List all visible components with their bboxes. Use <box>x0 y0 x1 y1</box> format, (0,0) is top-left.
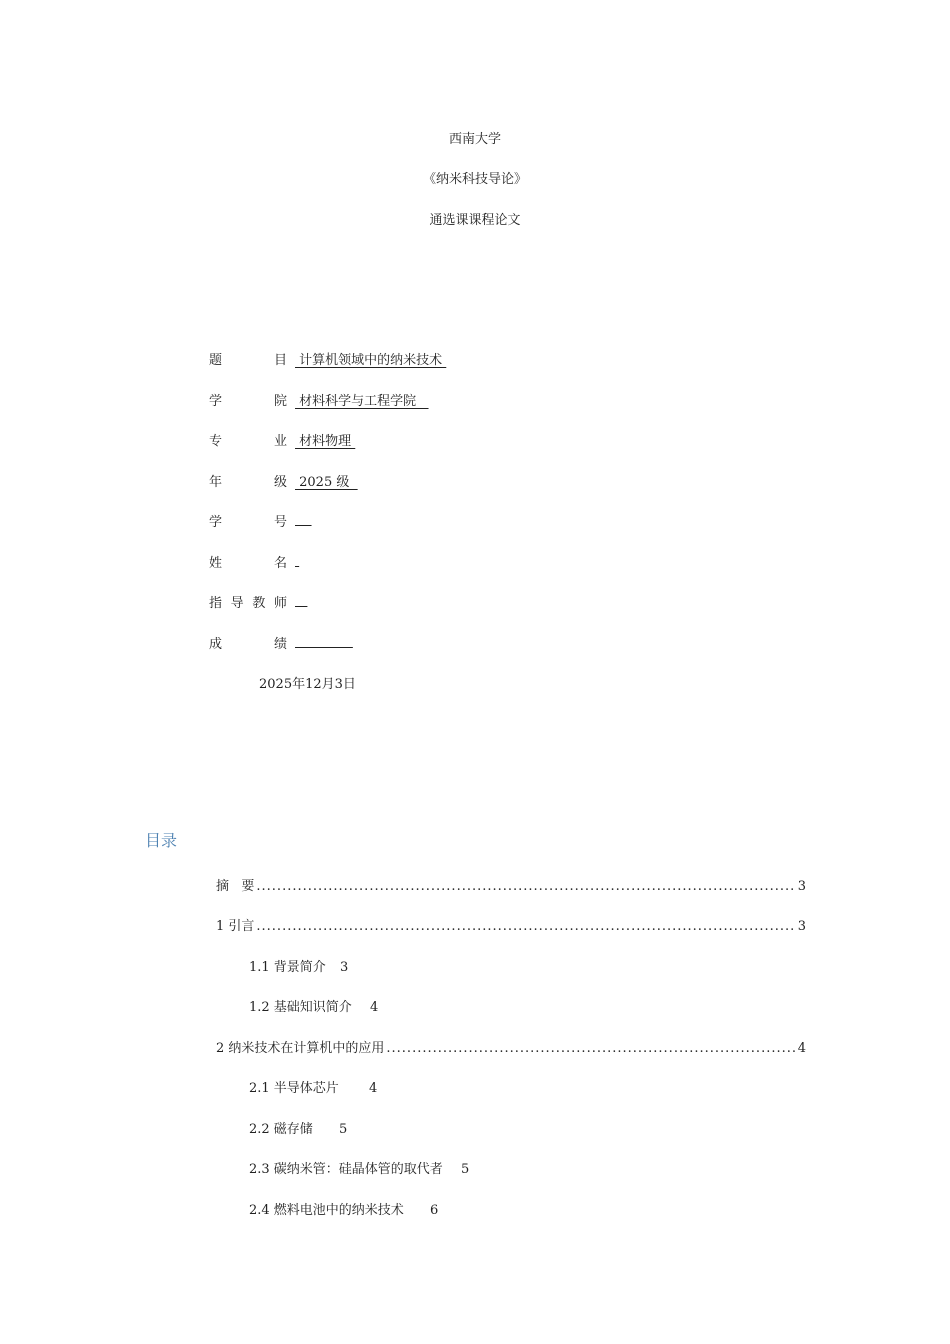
toc-entry-1-2[interactable] <box>249 996 378 1015</box>
toc-leader-dots <box>256 919 795 934</box>
field-label-advisor <box>209 592 287 611</box>
toc-entry-text: 1.1 背景简介 <box>249 960 326 975</box>
label-char: 教 <box>252 596 266 611</box>
label-char: 业 <box>273 434 287 449</box>
field-value-score <box>295 633 353 648</box>
toc-entry-text: 2 纳米技术在计算机中的应用 <box>216 1041 385 1056</box>
toc-entry-1-1[interactable] <box>249 956 348 975</box>
label-char: 级 <box>273 475 287 490</box>
field-label-title <box>209 349 287 368</box>
field-label-name <box>209 552 287 571</box>
field-label-grade <box>209 471 287 490</box>
toc-entry-page: 3 <box>339 960 349 975</box>
toc-entry-text: 1.2 基础知识简介 <box>249 1000 352 1015</box>
toc-entry-2-3[interactable] <box>249 1158 469 1177</box>
toc-entry-page: 5 <box>460 1162 470 1177</box>
label-char: 年 <box>209 475 223 490</box>
toc-entry-page: 4 <box>369 1000 379 1015</box>
label-char: 题 <box>209 353 223 368</box>
field-label-score <box>209 633 287 652</box>
toc-entry-2-4[interactable] <box>249 1199 438 1218</box>
field-value-college: 材料科学与工程学院 <box>295 394 429 409</box>
paper-type: 通选课课程论文 <box>429 213 521 228</box>
field-value-student-id <box>295 511 312 526</box>
field-label-student-id <box>209 511 287 530</box>
label-char: 院 <box>273 394 287 409</box>
label-char: 姓 <box>209 556 223 571</box>
toc-entry-intro[interactable] <box>216 915 806 934</box>
university-name: 西南大学 <box>448 132 501 147</box>
label-char: 成 <box>209 637 223 652</box>
label-char: 指 <box>209 596 223 611</box>
toc-entry-text: 摘 要 <box>216 879 255 894</box>
label-char: 学 <box>209 394 223 409</box>
toc-entry-page: 5 <box>338 1122 348 1137</box>
field-value-title: 计算机领域中的纳米技术 <box>295 353 447 368</box>
course-title: 《纳米科技导论》 <box>422 172 527 187</box>
field-label-major <box>209 430 287 449</box>
toc-entry-page: 6 <box>429 1203 439 1218</box>
label-char: 目 <box>273 353 287 368</box>
toc-entry-page: 4 <box>368 1081 378 1096</box>
field-value-name <box>295 552 299 567</box>
label-char: 绩 <box>273 637 287 652</box>
toc-entry-2-2[interactable] <box>249 1118 347 1137</box>
toc-entry-page: 3 <box>797 919 806 934</box>
toc-entry-applications[interactable] <box>216 1037 806 1056</box>
cover-date: 2025年12月3日 <box>259 677 356 692</box>
toc-leader-dots <box>386 1041 795 1056</box>
toc-entry-text: 2.1 半导体芯片 <box>249 1081 339 1096</box>
label-char: 学 <box>209 515 223 530</box>
toc-entry-page: 4 <box>797 1041 806 1056</box>
toc-entry-abstract[interactable] <box>216 875 806 894</box>
label-char: 专 <box>209 434 223 449</box>
toc-entry-text: 1 引言 <box>216 919 255 934</box>
field-value-grade: 2025 级 <box>295 475 358 490</box>
toc-entry-2-1[interactable] <box>249 1077 377 1096</box>
field-label-college <box>209 390 287 409</box>
field-value-advisor <box>295 592 307 607</box>
label-char: 师 <box>273 596 287 611</box>
toc-entry-text: 2.3 碳纳米管：硅晶体管的取代者 <box>249 1162 443 1177</box>
label-char: 名 <box>273 556 287 571</box>
toc-title: 目录 <box>145 831 178 850</box>
toc-leader-dots <box>256 879 795 894</box>
label-char: 导 <box>230 596 244 611</box>
label-char: 号 <box>273 515 287 530</box>
field-value-major: 材料物理 <box>295 434 356 449</box>
toc-entry-text: 2.4 燃料电池中的纳米技术 <box>249 1203 404 1218</box>
toc-entry-page: 3 <box>797 879 806 894</box>
toc-entry-text: 2.2 磁存储 <box>249 1122 313 1137</box>
